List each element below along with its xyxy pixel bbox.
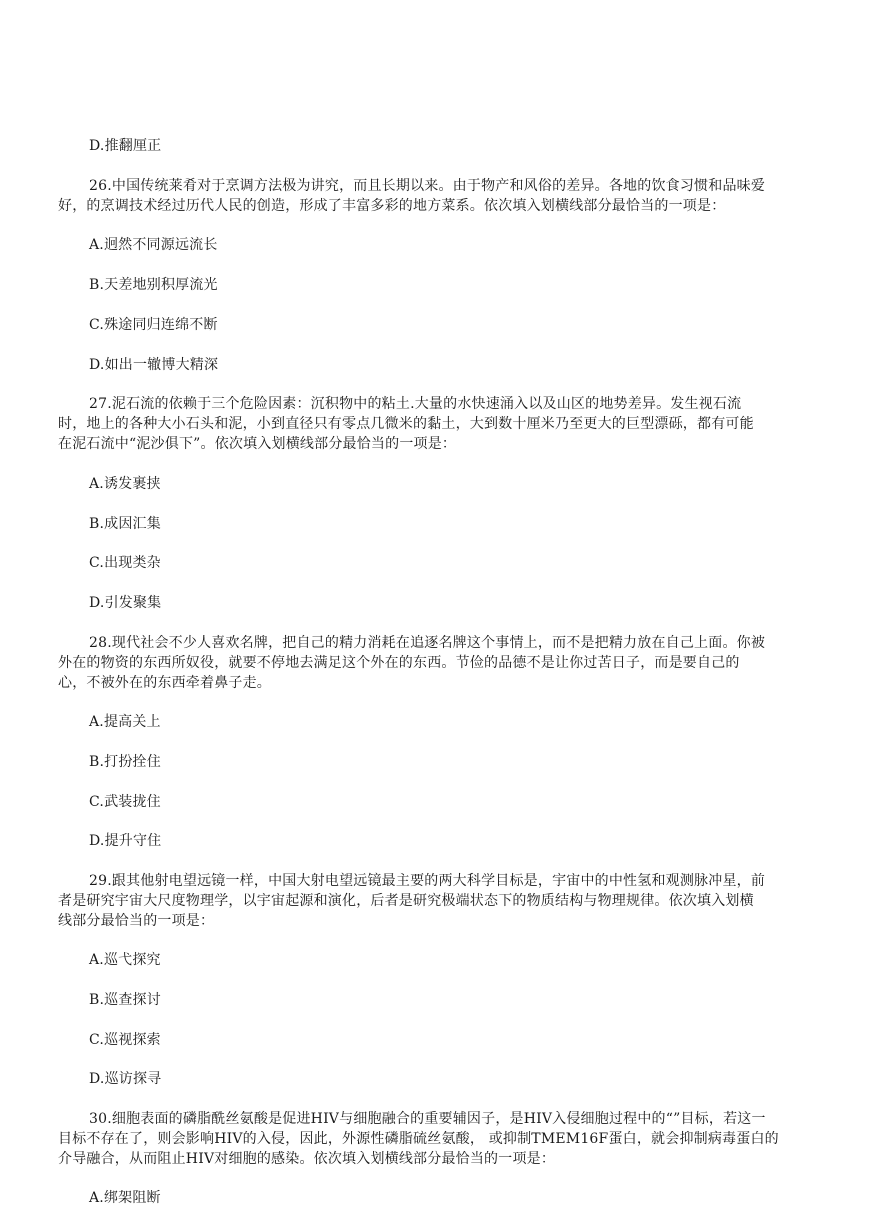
question-30-line-2: 目标不存在了，则会影响HIV的入侵，因此，外源性磷脂硫丝氨酸， 或抑制TMEM16F蛋白，就会抑制病毒蛋白的 <box>58 1131 779 1147</box>
question-29-line-3: 线部分最恰当的一项是： <box>58 913 215 929</box>
question-26-line-2: 好，的烹调技术经过历代人民的创造，形成了丰富多彩的地方菜系。依次填入划横线部分最恰当的一项是： <box>58 198 726 214</box>
question-29-option-c: C.巡视探索 <box>89 1032 161 1048</box>
question-27-line-3: 在泥石流中“泥沙俱下”。依次填入划横线部分最恰当的一项是： <box>58 436 457 452</box>
question-27-line-2: 时，地上的各种大小石头和泥，小到直径只有零点几微米的黏土，大到数十厘米乃至更大的巨型漂砾，都有可能 <box>58 416 754 432</box>
question-29-line-1: 29.跟其他射电望远镜一样，中国大射电望远镜最主要的两大科学目标是，宇宙中的中性氢和观测脉冲星，前 <box>89 873 766 889</box>
question-28-line-1: 28.现代社会不少人喜欢名牌，把自己的精力消耗在追逐名牌这个事情上，而不是把精力放在自己上面。你被 <box>89 635 766 651</box>
question-26-option-a: A.迥然不同源远流长 <box>89 237 218 253</box>
question-26-option-b: B.天差地别积厚流光 <box>89 277 218 293</box>
question-28-option-d: D.提升守住 <box>89 833 162 849</box>
question-30-line-3: 介导融合，从而阻止HIV对细胞的感染。依次填入划横线部分最恰当的一项是： <box>58 1151 556 1167</box>
question-27-line-1: 27.泥石流的依赖于三个危险因素：沉积物中的粘土.大量的水快速涌入以及山区的地势差异。发生视石流 <box>89 396 742 412</box>
question-27-option-d: D.引发聚集 <box>89 595 162 611</box>
question-29-option-a: A.巡弋探究 <box>89 952 161 968</box>
question-28-option-c: C.武装拢住 <box>89 794 161 810</box>
question-28-line-2: 外在的物资的东西所奴役，就要不停地去满足这个外在的东西。节俭的品德不是让你过苦日子，而是要自己的 <box>58 655 740 671</box>
question-26-line-1: 26.中国传统莱肴对于烹调方法极为讲究，而且长期以来。由于物产和风俗的差异。各地的饮食习惯和品味爱 <box>89 178 766 194</box>
question-27-option-a: A.诱发裹挟 <box>89 476 161 492</box>
question-30-line-1: 30.细胞表面的磷脂酰丝氨酸是促进HIV与细胞融合的重要辅因子，是HIV入侵细胞过程中的“”目标，若这一 <box>89 1111 766 1127</box>
question-28-line-3: 心，不被外在的东西牵着鼻子走。 <box>58 675 271 691</box>
question-30-option-a: A.绑架阻断 <box>89 1190 161 1206</box>
question-27-option-b: B.成因汇集 <box>89 516 161 532</box>
question-28-option-a: A.提高关上 <box>89 714 161 730</box>
question-26-option-c: C.殊途同归连绵不断 <box>89 317 218 333</box>
question-29-option-d: D.巡访探寻 <box>89 1071 162 1087</box>
question-29-option-b: B.巡查探讨 <box>89 992 161 1008</box>
question-29-line-2: 者是研究宇宙大尺度物理学，以宇宙起源和演化，后者是研究极端状态下的物质结构与物理规律。依次填入划横 <box>58 893 754 909</box>
question-27-option-c: C.出现类杂 <box>89 555 161 571</box>
question-28-option-b: B.打扮拴住 <box>89 754 161 770</box>
option-d-prev: D.推翻厘正 <box>89 138 162 154</box>
question-26-option-d: D.如出一辙博大精深 <box>89 357 219 373</box>
